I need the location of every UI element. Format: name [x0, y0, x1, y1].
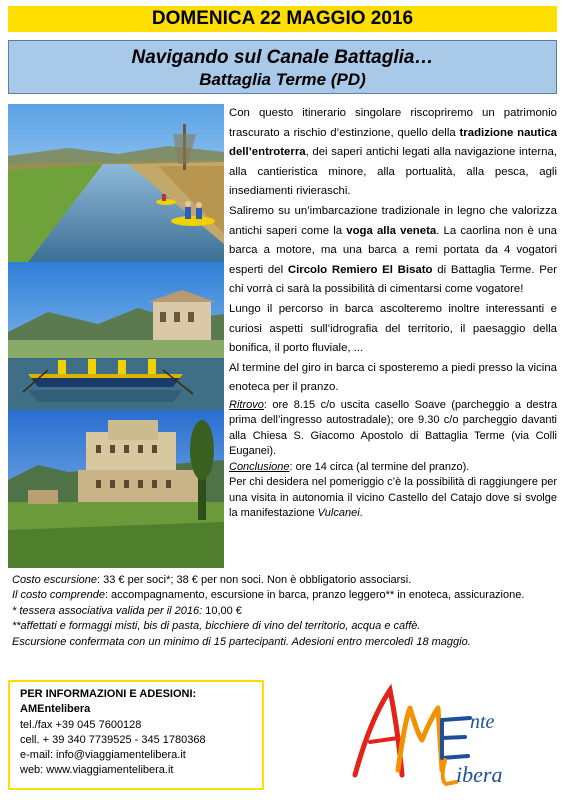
highlight-circolo: Circolo Remiero El Bisato: [287, 263, 433, 276]
date-banner: [8, 6, 557, 32]
schedule-block: [229, 398, 557, 522]
intro-paragraph: Con questo itinerario singolare riscopriremo un patrimonio trascurato a rischio d’estinzione, quello della tradizione nautica dell’entroterra, dei saperi antichi legati alla navigazione interna, alla cantieristica minore, alla portualità, alla pesca, agli insediamenti rivieraschi.: [229, 107, 557, 198]
phone-fax: tel./fax +39 045 7600128: [20, 718, 142, 731]
title-box: [8, 40, 557, 94]
highlight-voga: voga alla veneta: [346, 224, 437, 237]
cost-section: [12, 573, 557, 650]
castle-photo: [8, 410, 224, 568]
event-title: Navigando sul Canale Battaglia…: [131, 47, 434, 68]
lunch-note: **affettati e formaggi misti, bis di pasta, bicchiere di vino del territorio, acqua e caffè.: [12, 620, 421, 633]
event-date: DOMENICA 22 MAGGIO 2016: [151, 8, 414, 29]
email-link[interactable]: e-mail: info@viaggiamentelibera.it: [20, 749, 186, 762]
conclusion: Conclusione: ore 14 circa (al termine del pranzo).: [229, 460, 470, 473]
membership-note: * tessera associativa valida per il 2016: 10,00 €: [12, 604, 242, 617]
amentelibera-logo: [350, 680, 530, 790]
meeting-point: Ritrovo: ore 8.15 c/o uscita casello Soave (parcheggio a destra prima dell’ingresso autostradale); ore 9.30 c/o parcheggio davanti alla Chiesa S. Giacomo Apostolo di Battaglia Terme (via Colli Euganei).: [229, 398, 557, 458]
rowing-boat-photo: [8, 262, 224, 410]
canal-kayak-photo: [8, 104, 224, 262]
event-location: Battaglia Terme (PD): [199, 70, 366, 89]
route-paragraph: Lungo il percorso in barca ascolteremo inoltre interessanti e curiosi aspetti sull’idrografia del territorio, il paesaggio della bonifica, il porto fluviale, ...: [229, 302, 557, 355]
svg-text:nte: nte: [470, 711, 495, 733]
boat-paragraph: Saliremo su un’imbarcazione tradizionale in legno che valorizza antichi saperi come la voga alla veneta. La caorlina non è una barca a motore, ma una barca a remi portata da 4 vogatori esperti del Circolo Remiero El Bisato di Battaglia Terme. Per chi vorrà ci sarà la possibilità di cimentarsi come vogatore!: [229, 204, 557, 296]
website-link[interactable]: web: www.viaggiamentelibera.it: [20, 764, 174, 777]
mobile-phones: cell. + 39 340 7739525 - 345 1780368: [20, 733, 206, 746]
contact-heading: PER INFORMAZIONI E ADESIONI:: [20, 688, 197, 700]
cost-line: Costo escursione: 33 € per soci*; 38 € per non soci. Non è obbligatorio associarsi.: [12, 574, 412, 586]
cost-includes: Il costo comprende: accompagnamento, escursione in barca, pranzo leggero** in enoteca, assicurazione.: [12, 589, 525, 602]
description-text: [229, 104, 557, 522]
lunch-paragraph: Al termine del giro in barca ci sposteremo a piedi presso la vicina enoteca per il pranzo.: [229, 361, 557, 394]
confirmation-note: Escursione confermata con un minimo di 15 partecipanti. Adesioni entro mercoledì 18 maggio.: [12, 635, 471, 648]
afternoon-paragraph: Per chi desidera nel pomeriggio c’è la possibilità di raggiungere per una visita in autonomia il vicino Castello del Catajo dove si svolge la manifestazione Vulcanei.: [229, 476, 557, 520]
svg-text:ibera: ibera: [456, 762, 503, 787]
highlight-tradition: tradizione nautica dell’entroterra: [229, 126, 557, 159]
contact-box: [8, 680, 264, 790]
organization-name: AMEntelibera: [20, 703, 91, 716]
